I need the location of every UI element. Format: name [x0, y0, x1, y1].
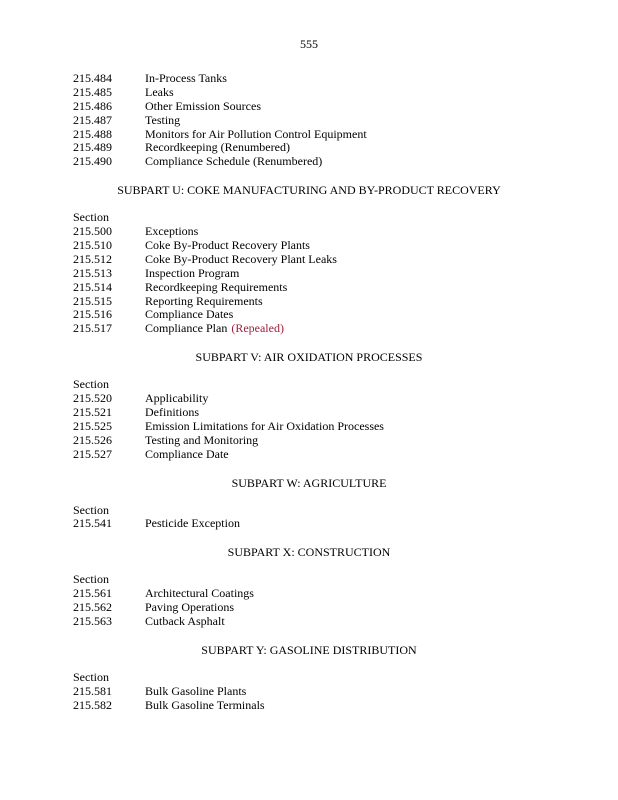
section-title-text: Bulk Gasoline Plants	[145, 683, 247, 698]
section-number: 215.513	[73, 265, 112, 280]
section-title-text: Reporting Requirements	[145, 293, 263, 308]
section-title-text: Compliance Schedule (Renumbered)	[145, 154, 323, 169]
section-title	[145, 587, 553, 601]
section-entry	[73, 420, 553, 434]
section-number: 215.581	[73, 683, 112, 698]
section-number: 215.520	[73, 391, 112, 406]
section-entry	[73, 295, 553, 309]
section-number: 215.486	[73, 98, 112, 113]
section-title-text: Leaks	[145, 84, 174, 99]
section-title	[145, 699, 553, 713]
section-number: 215.510	[73, 238, 112, 253]
section-title-text: Definitions	[145, 405, 199, 420]
section-title-text: Emission Limitations for Air Oxidation Processes	[145, 418, 384, 433]
section-title-text: Compliance Date	[145, 446, 229, 461]
subpart-heading: SUBPART U: COKE MANUFACTURING AND BY-PRODUCT RECOVERY	[117, 183, 501, 198]
section-title-text: Coke By-Product Recovery Plants	[145, 238, 310, 253]
section-title-text: Compliance Dates	[145, 307, 234, 322]
section-number: 215.516	[73, 307, 112, 322]
table-of-contents	[73, 72, 553, 713]
page-number: 555	[300, 37, 318, 51]
section-number: 215.490	[73, 154, 112, 169]
section-entry	[73, 699, 553, 713]
section-entry	[73, 517, 553, 531]
subpart-list	[73, 183, 553, 712]
repealed-note: (Repealed)	[231, 321, 284, 336]
section-title	[145, 86, 553, 100]
section-title-text: Other Emission Sources	[145, 98, 261, 113]
section-entry	[73, 72, 553, 86]
section-entry	[73, 253, 553, 267]
section-title-text: Exceptions	[145, 224, 199, 239]
section-number: 215.512	[73, 251, 112, 266]
section-title	[145, 295, 553, 309]
section-number: 215.527	[73, 446, 112, 461]
section-entry	[73, 141, 553, 155]
section-number: 215.526	[73, 432, 112, 447]
section-title	[145, 406, 553, 420]
section-column-label: Section	[73, 377, 109, 392]
section-title	[145, 448, 553, 462]
section-title	[145, 225, 553, 239]
section-entry	[73, 225, 553, 239]
section-title	[145, 141, 553, 155]
section-title	[145, 601, 553, 615]
section-title	[145, 615, 553, 629]
section-title-text: Compliance Plan	[145, 321, 228, 336]
subpart-heading: SUBPART Y: GASOLINE DISTRIBUTION	[201, 642, 417, 657]
section-number: 215.521	[73, 405, 112, 420]
section-number: 215.514	[73, 279, 112, 294]
section-title	[145, 128, 553, 142]
section-column-label: Section	[73, 210, 109, 225]
section-entry	[73, 114, 553, 128]
section-entry	[73, 155, 553, 169]
section-title	[145, 239, 553, 253]
section-number: 215.517	[73, 321, 112, 336]
section-number: 215.484	[73, 71, 112, 85]
section-title	[145, 322, 553, 336]
section-column-label: Section	[73, 669, 109, 684]
section-title-text: Monitors for Air Pollution Control Equipment	[145, 126, 367, 141]
section-title-text: Recordkeeping (Renumbered)	[145, 140, 290, 155]
section-title	[145, 685, 553, 699]
section-title-text: Applicability	[145, 391, 209, 406]
subpart-block	[73, 643, 553, 713]
section-entry	[73, 406, 553, 420]
section-entry	[73, 239, 553, 253]
top-entry-list	[73, 72, 553, 169]
section-title-text: Inspection Program	[145, 265, 240, 280]
section-title-text: Architectural Coatings	[145, 586, 254, 601]
section-column-label: Section	[73, 572, 109, 587]
section-entry	[73, 392, 553, 406]
section-number: 215.563	[73, 614, 112, 629]
section-number: 215.489	[73, 140, 112, 155]
subpart-block	[73, 350, 553, 461]
section-number: 215.488	[73, 126, 112, 141]
subpart-block	[73, 183, 553, 336]
section-number: 215.582	[73, 697, 112, 712]
section-title	[145, 308, 553, 322]
section-entry	[73, 86, 553, 100]
section-number: 215.515	[73, 293, 112, 308]
section-entry	[73, 128, 553, 142]
subpart-heading: SUBPART X: CONSTRUCTION	[227, 545, 391, 560]
section-number: 215.562	[73, 600, 112, 615]
section-title	[145, 72, 553, 86]
section-entry	[73, 322, 553, 336]
section-entry	[73, 267, 553, 281]
section-entry	[73, 281, 553, 295]
section-title-text: Testing and Monitoring	[145, 432, 259, 447]
section-number: 215.541	[73, 516, 112, 531]
section-title	[145, 281, 553, 295]
section-number: 215.525	[73, 418, 112, 433]
section-number: 215.561	[73, 586, 112, 601]
section-entry	[73, 601, 553, 615]
section-entry	[73, 615, 553, 629]
section-entry	[73, 308, 553, 322]
section-title	[145, 392, 553, 406]
section-title	[145, 100, 553, 114]
section-entry	[73, 100, 553, 114]
section-title-text: Coke By-Product Recovery Plant Leaks	[145, 251, 337, 266]
subpart-heading: SUBPART W: AGRICULTURE	[231, 475, 387, 490]
section-number: 215.485	[73, 84, 112, 99]
section-column-label: Section	[73, 502, 109, 517]
section-entry	[73, 434, 553, 448]
section-entry	[73, 587, 553, 601]
subpart-block	[73, 545, 553, 629]
section-title	[145, 434, 553, 448]
section-entry	[73, 448, 553, 462]
subpart-heading: SUBPART V: AIR OXIDATION PROCESSES	[195, 350, 423, 365]
section-title-text: Pesticide Exception	[145, 516, 240, 531]
section-title	[145, 155, 553, 169]
section-title-text: Paving Operations	[145, 600, 234, 615]
section-title-text: Testing	[145, 112, 181, 127]
section-title-text: Recordkeeping Requirements	[145, 279, 288, 294]
section-title	[145, 267, 553, 281]
section-title	[145, 114, 553, 128]
section-title	[145, 420, 553, 434]
section-number: 215.487	[73, 112, 112, 127]
subpart-block	[73, 476, 553, 532]
section-number: 215.500	[73, 224, 112, 239]
section-title-text: Cutback Asphalt	[145, 614, 225, 629]
section-title	[145, 253, 553, 267]
section-entry	[73, 685, 553, 699]
section-title	[145, 517, 553, 531]
section-title-text: Bulk Gasoline Terminals	[145, 697, 265, 712]
section-title-text: In-Process Tanks	[145, 71, 227, 85]
